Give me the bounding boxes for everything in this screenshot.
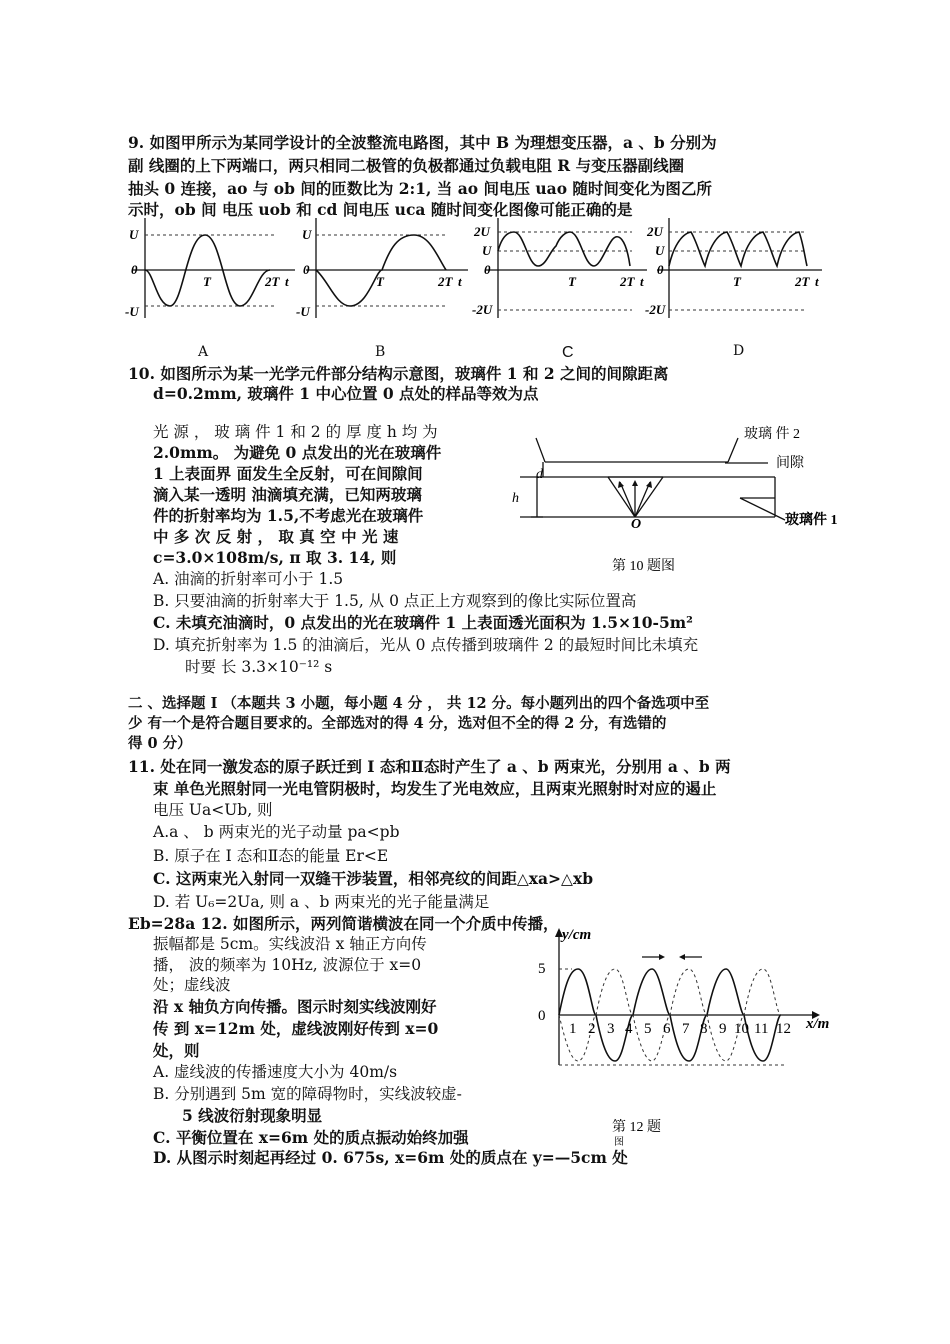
q12-fig-xlabel: x/m: [806, 1016, 830, 1032]
q10-line-8: 中 多 次 反 射 ， 取 真 空 中 光 速: [153, 527, 399, 546]
q10-fig-glass2: 玻璃 件 2: [744, 427, 800, 442]
q10-line-7: 件的折射率均为 1.5,不考虑光在玻璃件: [153, 506, 424, 525]
section2-line-2: 少 有一个是符合题目要求的。全部选对的得 4 分，选对但不全的得 2 分，有选错的: [128, 715, 667, 732]
q9b-x-2t: 2T: [438, 274, 453, 289]
q10-option-a: A. 油滴的折射率可小于 1.5: [153, 570, 344, 588]
q12-fig-xtick-4: 4: [625, 1021, 633, 1037]
q9c-x-2t: 2T: [620, 274, 635, 289]
q12-fig-xtick-2: 2: [588, 1021, 596, 1037]
q9b-y-0: 0: [303, 262, 310, 277]
q12-fig-xtick-3: 3: [607, 1021, 615, 1037]
q9d-y-u: U: [655, 243, 665, 258]
q9-label-b: B: [375, 344, 386, 360]
q9-line-4: 示时，ob 间 电压 uob 和 cd 间电压 uca 随时间变化图像可能正确的是: [128, 200, 633, 219]
q10-fig-o: O: [631, 517, 642, 532]
q10-line-4: 2.0mm。 为避免 0 点发出的光在玻璃件: [153, 443, 442, 462]
q10-fig-caption: 第 10 题图: [612, 559, 675, 574]
q11-option-a: A.a 、 b 两束光的光子动量 pa<pb: [153, 823, 400, 841]
q9-label-c: C: [562, 344, 574, 361]
q12-line-4: 处；虚线波: [153, 976, 231, 994]
q10-option-c: C. 未填充油滴时，0 点发出的光在玻璃件 1 上表面透光面积为 1.5×10-5m²: [153, 613, 693, 632]
q9b-x-t: T: [376, 274, 384, 289]
q12-line-2: 振幅都是 5cm。实线波沿 x 轴正方向传: [153, 935, 427, 953]
q12-option-d: D. 从图示时刻起再经过 0. 675s, x=6m 处的质点在 y=—5cm 处: [153, 1148, 628, 1167]
q9c-y-u: U: [482, 243, 492, 258]
q10-line-3: 光 源 ， 玻 璃 件 1 和 2 的 厚 度 h 均 为: [153, 423, 438, 441]
q12-fig-xtick-6: 6: [663, 1021, 671, 1037]
q11-line-3: 电压 Ua<Ub, 则: [153, 801, 273, 819]
q9-line-1: 9. 如图甲所示为某同学设计的全波整流电路图，其中 B 为理想变压器，a 、b 分别为: [128, 133, 717, 152]
q12-fig-xtick-9: 9: [719, 1021, 727, 1037]
q9a-y-neg: -U: [125, 304, 139, 319]
q12-fig-ylabel: y/cm: [562, 927, 592, 943]
q9c-y-2u: 2U: [474, 224, 490, 239]
q9c-y-0: 0: [484, 262, 491, 277]
q12-line-5: 沿 x 轴负方向传播。图示时刻实线波刚好: [153, 997, 437, 1016]
q9d-y-neg: -2U: [645, 302, 666, 317]
q11-option-c: C. 这两束光入射同一双缝干涉装置，相邻亮纹的间距△xa>△xb: [153, 869, 594, 888]
q12-fig-xtick-7: 7: [682, 1021, 690, 1037]
q9-line-3: 抽头 0 连接，ao 与 ob 间的匝数比为 2:1, 当 ao 间电压 uao 随时间变化为图乙所: [128, 179, 712, 198]
q11-line-1: 11. 处在同一激发态的原子跃迁到 I 态和Ⅱ态时产生了 a 、b 两束光，分别用 a 、b 两: [128, 757, 731, 776]
q10-line-9: c=3.0×108m/s, π 取 3. 14, 则: [153, 548, 397, 567]
q9a-y-u: U: [129, 227, 139, 242]
q12-line-6: 传 到 x=12m 处，虚线波刚好传到 x=0: [153, 1019, 439, 1038]
q9c-x-axis: t: [640, 274, 644, 289]
q12-fig-caption: 第 12 题: [612, 1120, 661, 1135]
q9-graph-b: [298, 218, 473, 328]
q10-figure: [500, 420, 840, 585]
q9-label-d: D: [733, 343, 745, 359]
q10-fig-gap: 间隙: [776, 456, 804, 471]
q9c-x-t: T: [568, 274, 576, 289]
q9b-y-neg: -U: [296, 304, 310, 319]
q10-option-d-1: D. 填充折射率为 1.5 的油滴后，光从 0 点传播到玻璃件 2 的最短时间比未填充: [153, 636, 699, 654]
q12-line-3: 播， 波的频率为 10Hz, 波源位于 x=0: [153, 956, 422, 974]
q12-fig-y5: 5: [538, 961, 546, 977]
q10-line-2: d=0.2mm, 玻璃件 1 中心位置 0 点处的样品等效为点: [153, 384, 539, 403]
q11-option-d: D. 若 U₆=2Ua, 则 a 、b 两束光的光子能量满足: [153, 893, 490, 911]
q9a-x-t: T: [203, 274, 211, 289]
q12-fig-xtick-5: 5: [644, 1021, 652, 1037]
q10-option-b: B. 只要油滴的折射率大于 1.5, 从 0 点正上方观察到的像比实际位置高: [153, 592, 637, 610]
q9-label-a: A: [198, 344, 209, 360]
section2-line-1: 二 、选择题 I （本题共 3 小题，每小题 4 分 ， 共 12 分。每小题列出的四个备选项中至: [128, 695, 710, 712]
q9d-x-axis: t: [815, 274, 819, 289]
q12-option-b-2: 5 线波衍射现象明显: [182, 1106, 323, 1125]
q12-option-a: A. 虚线波的传播速度大小为 40m/s: [153, 1063, 398, 1081]
q9-graph-c: [472, 218, 652, 328]
q12-fig-xtick-8: 8: [700, 1021, 708, 1037]
q9a-y-0: 0: [131, 262, 138, 277]
q12-figure: [532, 925, 832, 1148]
q12-fig-xtick-12: 12: [776, 1021, 791, 1037]
q12-fig-xtick-1: 1: [569, 1021, 577, 1037]
q10-fig-d: d: [536, 467, 543, 482]
q11-option-b: B. 原子在 I 态和Ⅱ态的能量 Er<E: [153, 847, 389, 865]
q10-option-d-2: 时要 长 3.3×10⁻¹² s: [185, 658, 333, 676]
q9b-x-axis: t: [458, 274, 462, 289]
q12-fig-xtick-10: 10: [734, 1021, 749, 1037]
q10-fig-h: h: [512, 491, 519, 506]
q9d-x-t: T: [733, 274, 741, 289]
q9d-y-0: 0: [657, 262, 664, 277]
q9d-y-2u: 2U: [647, 224, 663, 239]
q11-line-2: 束 单色光照射同一光电管阴极时，均发生了光电效应，且两束光照射时对应的遏止: [153, 779, 717, 798]
q12-fig-xtick-11: 11: [754, 1021, 769, 1037]
q9-graph-a: [125, 218, 300, 328]
q9a-x-2t: 2T: [265, 274, 280, 289]
q12-fig-y0: 0: [538, 1008, 546, 1024]
q12-line-1: Eb=28a 12. 如图所示，两列简谐横波在同一个介质中传播，: [128, 914, 559, 933]
q9c-y-neg: -2U: [472, 302, 493, 317]
section2-line-3: 得 0 分）: [128, 735, 192, 752]
q9a-x-axis: t: [285, 274, 289, 289]
q12-line-7: 处，则: [153, 1041, 200, 1060]
q9b-y-u: U: [302, 227, 312, 242]
q10-line-1: 10. 如图所示为某一光学元件部分结构示意图，玻璃件 1 和 2 之间的间隙距离: [128, 364, 669, 383]
q10-line-6: 滴入某一透明 油滴填充满，已知两玻璃: [153, 485, 422, 504]
q10-fig-glass1: 玻璃件 1: [785, 513, 838, 528]
q12-fig-caption-2: 图: [614, 1137, 624, 1148]
q12-option-c: C. 平衡位置在 x=6m 处的质点振动始终加强: [153, 1128, 469, 1147]
q9-line-2: 副 线圈的上下两端口，两只相同二极管的负极都通过负载电阻 R 与变压器副线圈: [128, 156, 685, 175]
q10-line-5: 1 上表面界 面发生全反射，可在间隙间: [153, 464, 423, 483]
q9-graph-d: [647, 218, 827, 328]
q12-option-b-1: B. 分别遇到 5m 宽的障碍物时，实线波较虚-: [153, 1085, 462, 1103]
q9d-x-2t: 2T: [795, 274, 810, 289]
